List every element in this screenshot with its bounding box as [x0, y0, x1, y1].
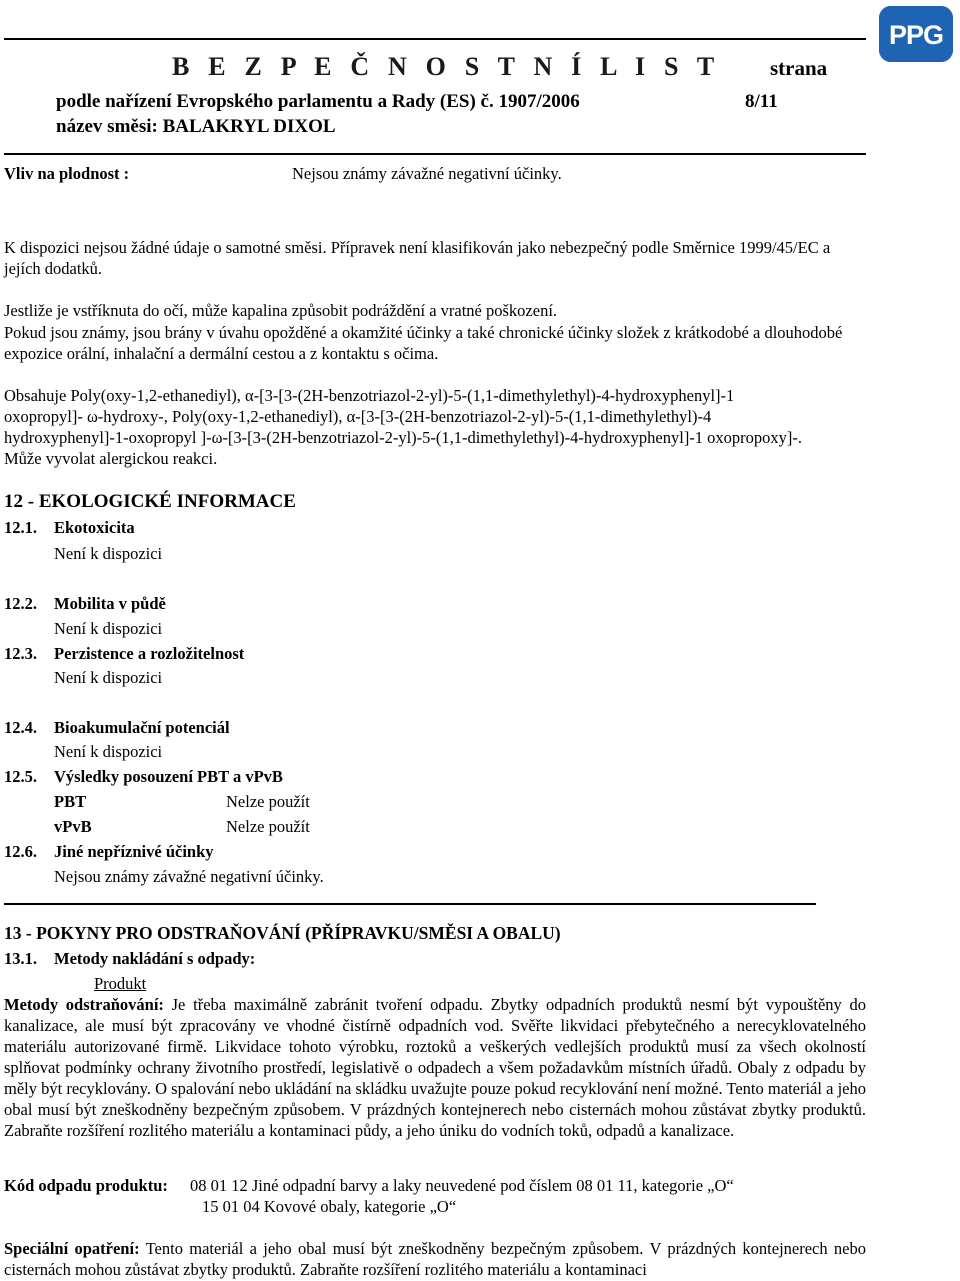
subsection-12-4	[4, 717, 230, 738]
subsection-number: 12.3.	[4, 644, 37, 663]
subsection-12-1	[4, 517, 135, 538]
subsection-number: 12.1.	[4, 518, 37, 537]
special-measures	[4, 1238, 866, 1280]
section-12-heading: 12 - EKOLOGICKÉ INFORMACE	[4, 491, 296, 512]
waste-code-label: Kód odpadu produktu:	[4, 1176, 168, 1195]
ppg-logo	[879, 6, 953, 62]
subsection-number: 12.2.	[4, 594, 37, 613]
paragraph-contains: Obsahuje Poly(oxy-1,2-ethanediyl), α-[3-[3-(2H-benzotriazol-2-yl)-5-(1,1-dimethylethyl)-4-hydroxyphenyl]-1 oxopropyl]- ω-hydroxy-, Poly(oxy-1,2-ethanediyl), α-[3-[3-(2H-benzotriazol-2-yl)-5-(1,1-dimethylethyl)-4 hydroxyphenyl]-1-oxopropyl ]-ω-[3-[3-(2H-benzotriazol-2-yl)-5-(1,1-dimethylethyl)-4-hydroxyphenyl]-1 oxopropoxy]-. Může vyvolat alergickou reakci.	[4, 386, 803, 468]
waste-code-line-1: 08 01 12 Jiné odpadní barvy a laky neuvedené pod číslem 08 01 11, kategorie „O“	[190, 1176, 734, 1195]
subsection-number: 13.1.	[4, 949, 37, 968]
page-number: 8/11	[745, 91, 778, 112]
subsection-12-5	[4, 766, 283, 787]
subsection-value: Není k dispozici	[54, 742, 163, 761]
paragraph-eye-contact: Jestliže je vstříknuta do očí, může kapalina způsobit podráždění a vratné poškození.	[4, 301, 558, 320]
subsection-title: Perzistence a rozložitelnost	[54, 644, 245, 663]
pbt-value: Nelze použít	[226, 792, 310, 811]
subsection-value: Není k dispozici	[54, 619, 163, 638]
header-top-rule	[4, 38, 866, 40]
subsection-number: 12.5.	[4, 767, 37, 786]
paragraph-effects: Pokud jsou známy, jsou brány v úvahu opožděné a okamžité účinky a také chronické účinky složek z krátkodobé a dlouhodobé expozice orální, inhalační a dermální cestou a z kontaktu s očima.	[4, 323, 843, 363]
product-name: název směsi: BALAKRYL DIXOL	[56, 116, 336, 137]
document-title: B E Z P E Č N O S T N Í L I S T	[172, 52, 721, 81]
subsection-number: 12.4.	[4, 718, 37, 737]
subsection-12-3	[4, 643, 244, 664]
disposal-methods-text: Je třeba maximálně zabránit tvoření odpadu. Zbytky odpadních produktů nesmí být vypouštěny do kanalizace, ale musí být zpracovány ve vhodné čistírně odpadních vod. Svěřte likvidaci přebytečného a nerecyklovatelného materiálu autorizované firmě. Likvidace tohoto výrobku, roztoků a veškerých vedlejších produktů musí za všech okolností splňovat podmínky ochrany životního prostředí, legislativě o odpadech a všem požadavkům místních úřadů. Obaly z odpadu by měly být recyklovány. O spalování nebo ukládání na skládku uvažujte pouze pokud recyklování není možné. Tento materiál a jeho obal musí být zneškodněny bezpečným způsobem. V prázdných kontejnerech nebo cisternách mohou zůstávat zbytky produktů. Zabraňte rozšíření rozlitého materiálu a kontaminaci půdy, a jeho úniku do vodních toků, odpadů a kanalizace.	[4, 995, 867, 1140]
product-label: Produkt	[94, 974, 147, 993]
waste-code-line-2: 15 01 04 Kovové obaly, kategorie „O“	[202, 1197, 457, 1216]
ppg-logo-text: PPG	[888, 20, 944, 50]
subsection-13-1	[4, 948, 255, 969]
paragraph-no-data: K dispozici nejsou žádné údaje o samotné směsi. Přípravek není klasifikován jako nebezpečný podle Směrnice 1999/45/EC a jejích dodatků.	[4, 238, 831, 278]
subsection-value: Není k dispozici	[54, 668, 163, 687]
fertility-label: Vliv na plodnost :	[4, 164, 130, 183]
subsection-title: Výsledky posouzení PBT a vPvB	[54, 767, 283, 786]
subsection-title: Jiné nepříznivé účinky	[54, 842, 214, 861]
vpvb-value: Nelze použít	[226, 817, 310, 836]
page-label: strana	[770, 56, 828, 80]
special-measures-label: Speciální opatření:	[4, 1239, 140, 1258]
header-bottom-rule	[4, 153, 866, 155]
pbt-label: PBT	[54, 792, 87, 811]
section-13-heading: 13 - POKYNY PRO ODSTRAŇOVÁNÍ (PŘÍPRAVKU/SMĚSI A OBALU)	[4, 923, 561, 943]
subsection-number: 12.6.	[4, 842, 37, 861]
special-measures-text: Tento materiál a jeho obal musí být zneškodněny bezpečným způsobem. V prázdných kontejnerech nebo cisternách mohou zůstávat zbytky produktů. Zabraňte rozšíření rozlitého materiálu a kontaminaci	[4, 1239, 867, 1279]
fertility-value: Nejsou známy závažné negativní účinky.	[292, 164, 562, 183]
subsection-12-6	[4, 841, 214, 862]
subsection-title: Mobilita v půdě	[54, 594, 166, 613]
regulation-line: podle nařízení Evropského parlamentu a Rady (ES) č. 1907/2006	[56, 91, 580, 112]
subsection-title: Ekotoxicita	[54, 518, 135, 537]
subsection-12-2	[4, 593, 166, 614]
subsection-title: Bioakumulační potenciál	[54, 718, 230, 737]
section-divider	[4, 903, 816, 905]
subsection-value: Nejsou známy závažné negativní účinky.	[54, 867, 324, 886]
vpvb-label: vPvB	[54, 817, 92, 836]
disposal-methods-label: Metody odstraňování:	[4, 995, 164, 1014]
disposal-methods	[4, 994, 866, 1141]
subsection-title: Metody nakládání s odpady:	[54, 949, 256, 968]
subsection-value: Není k dispozici	[54, 544, 163, 563]
